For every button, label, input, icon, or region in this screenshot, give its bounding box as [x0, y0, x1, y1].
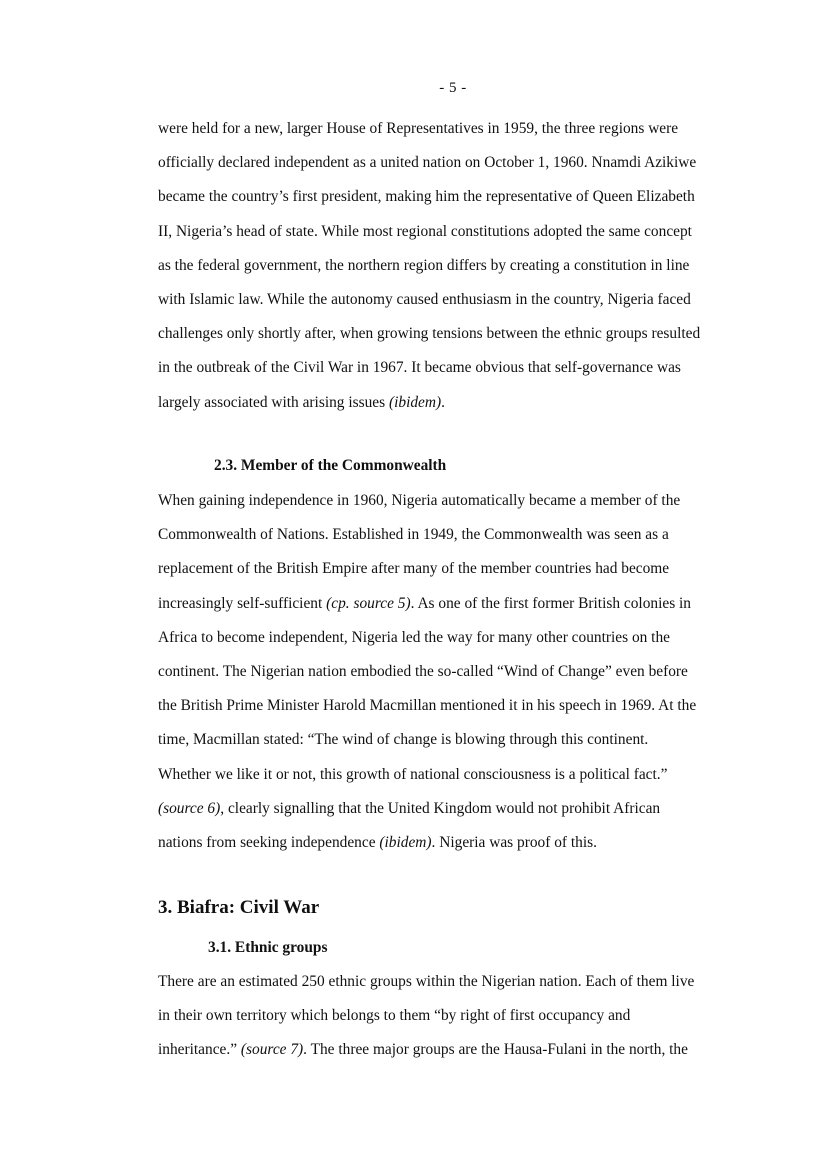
text-line: challenges only shortly after, when growing tensions between the ethnic groups resulted [158, 325, 701, 343]
text-line: Commonwealth of Nations. Established in 1949, the Commonwealth was seen as a [158, 526, 669, 544]
paragraph-independence [158, 112, 758, 420]
text-line: as the federal government, the northern region differs by creating a constitution in line [158, 256, 690, 274]
citation: (cp. source 5) [326, 594, 411, 612]
text-line: in their own territory which belongs to them “by right of first occupancy and [158, 1007, 631, 1025]
citation: (source 7) [240, 1041, 304, 1059]
text-line: Africa to become independent, Nigeria led the way for many other countries on the [158, 628, 670, 646]
text-line: (source 6), clearly signalling that the United Kingdom would not prohibit African [158, 799, 661, 817]
text-line: in the outbreak of the Civil War in 1967. It became obvious that self-governance was [158, 359, 681, 377]
text-line: When gaining independence in 1960, Nigeria automatically became a member of the [158, 492, 681, 509]
text-line: increasingly self-sufficient (cp. source 5). As one of the first former British colonies in [158, 594, 691, 612]
text-line: Whether we like it or not, this growth of national consciousness is a political fact.” [158, 765, 668, 783]
text-line: continent. The Nigerian nation embodied the so-called “Wind of Change” even before [158, 662, 688, 680]
text-line: with Islamic law. While the autonomy caused enthusiasm in the country, Nigeria faced [158, 290, 691, 308]
citation: (ibidem) [379, 833, 432, 851]
text-line: inheritance.” (source 7). The three major groups are the Hausa-Fulani in the north, the [158, 1041, 688, 1059]
citation: (source 6) [158, 799, 221, 817]
paragraph-ethnic-groups [158, 965, 758, 1068]
section-heading-3: 3. Biafra: Civil War [158, 897, 320, 918]
paragraph-commonwealth [158, 484, 758, 860]
text-line: II, Nigeria’s head of state. While most regional constitutions adopted the same concept [158, 222, 692, 240]
section-heading-2-3: 2.3. Member of the Commonwealth [214, 457, 447, 474]
citation: (ibidem) [388, 393, 442, 411]
text-line: were held for a new, larger House of Representatives in 1959, the three regions were [158, 120, 679, 137]
text-line: nations from seeking independence (ibidem). Nigeria was proof of this. [158, 833, 597, 851]
text-line: time, Macmillan stated: “The wind of change is blowing through this continent. [158, 731, 649, 749]
text-line: became the country’s first president, making him the representative of Queen Elizabeth [158, 188, 695, 206]
text-line: largely associated with arising issues (ibidem). [158, 393, 445, 411]
text-line: replacement of the British Empire after many of the member countries had become [158, 560, 670, 578]
text-line: the British Prime Minister Harold Macmillan mentioned it in his speech in 1969. At the [158, 697, 697, 715]
page-number: - 5 - [439, 80, 467, 96]
text-line: officially declared independent as a united nation on October 1, 1960. Nnamdi Azikiwe [158, 154, 697, 172]
text-line: There are an estimated 250 ethnic groups within the Nigerian nation. Each of them live [158, 973, 695, 990]
section-heading-3-1: 3.1. Ethnic groups [208, 939, 328, 956]
